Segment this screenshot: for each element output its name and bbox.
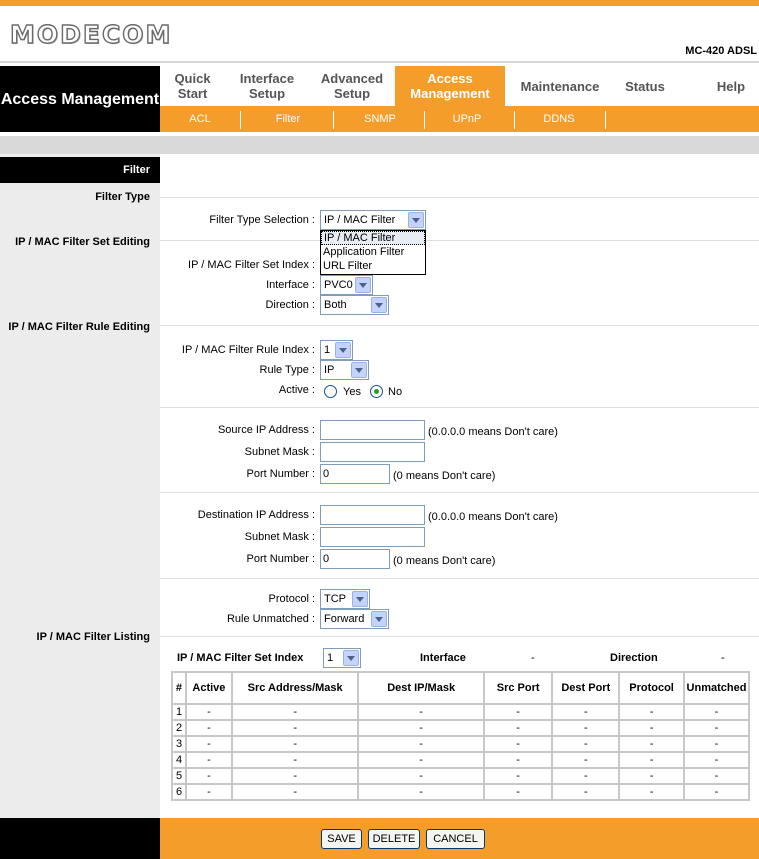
sub-nav — [160, 106, 759, 132]
cell-dest-port: - — [552, 736, 619, 752]
cell-protocol: - — [619, 720, 684, 736]
cell-protocol: - — [619, 704, 684, 720]
cell-src-address: - — [232, 752, 359, 768]
row-divider — [160, 240, 759, 241]
cell-index: 1 — [172, 704, 186, 720]
set-index-label: IP / MAC Filter Set Index : — [188, 259, 315, 271]
cell-active: - — [186, 736, 232, 752]
nav-status[interactable]: Status — [625, 78, 665, 94]
gray-separator — [0, 136, 759, 154]
model-name: MC-420 ADSL — [685, 45, 757, 57]
rule-index-label: IP / MAC Filter Rule Index : — [181, 344, 315, 356]
subnav-acl[interactable]: ACL — [189, 113, 211, 125]
cell-dest-port: - — [552, 704, 619, 720]
protocol-label: Protocol : — [268, 593, 315, 605]
dropdown-option-application[interactable]: Application Filter — [323, 246, 405, 258]
cell-src-port: - — [484, 704, 553, 720]
listing-direction-value: - — [721, 652, 725, 664]
cell-unmatched: - — [684, 768, 749, 784]
filter-listing-table — [171, 671, 750, 801]
protocol-select[interactable] — [320, 589, 370, 609]
chevron-down-icon[interactable] — [371, 297, 387, 313]
cell-src-port: - — [484, 752, 553, 768]
interface-label: Interface : — [266, 279, 315, 291]
listing-direction-label: Direction — [610, 652, 658, 664]
cell-src-address: - — [232, 768, 359, 784]
main-nav — [160, 66, 759, 106]
rule-type-value: IP — [324, 364, 335, 376]
subnav-snmp[interactable]: SNMP — [364, 113, 396, 125]
dest-ip-hint: (0.0.0.0 means Don't care) — [428, 511, 558, 523]
cell-unmatched: - — [684, 704, 749, 720]
cell-active: - — [186, 784, 232, 800]
subnav-upnp[interactable]: UPnP — [452, 113, 482, 125]
col-header-dest-port: Dest Port — [552, 672, 619, 704]
dest-ip-label: Destination IP Address : — [197, 509, 315, 521]
rule-type-label: Rule Type : — [259, 364, 315, 376]
rule-unmatched-value: Forward — [324, 613, 365, 625]
chevron-down-icon[interactable] — [408, 212, 424, 228]
cell-unmatched: - — [684, 736, 749, 752]
brand-logo: MODECOM — [10, 20, 173, 49]
source-ip-hint: (0.0.0.0 means Don't care) — [428, 426, 558, 438]
rule-editing-heading: IP / MAC Filter Rule Editing — [8, 321, 150, 333]
source-ip-label: Source IP Address : — [217, 424, 315, 436]
subnav-divider — [605, 111, 606, 129]
source-port-label: Port Number : — [246, 468, 315, 480]
row-divider — [160, 578, 759, 579]
listing-set-index-value: 1 — [327, 652, 334, 664]
row-divider — [160, 636, 759, 637]
cell-src-port: - — [484, 720, 553, 736]
cell-protocol: - — [619, 768, 684, 784]
table-header-row — [172, 672, 749, 704]
nav-quick-start[interactable]: Quick Start — [174, 71, 211, 101]
nav-advanced-setup[interactable]: Advanced Setup — [320, 71, 384, 101]
cell-index: 6 — [172, 784, 186, 800]
rule-unmatched-select[interactable] — [320, 609, 389, 629]
dest-mask-input[interactable] — [320, 527, 425, 547]
chevron-down-icon[interactable] — [335, 342, 351, 358]
rule-index-value: 1 — [324, 344, 331, 356]
source-mask-input[interactable] — [320, 442, 425, 462]
footer-left — [0, 818, 160, 859]
listing-heading: IP / MAC Filter Listing — [36, 631, 150, 643]
subnav-divider — [333, 111, 334, 129]
cell-index: 4 — [172, 752, 186, 768]
subnav-filter[interactable]: Filter — [275, 113, 301, 125]
row-divider — [160, 492, 759, 493]
col-header-src-port: Src Port — [484, 672, 553, 704]
filter-type-select[interactable] — [320, 210, 426, 230]
dest-port-input[interactable]: 0 — [320, 549, 390, 569]
cell-src-address: - — [232, 720, 359, 736]
cell-dest-ip: - — [358, 768, 483, 784]
cell-index: 2 — [172, 720, 186, 736]
subnav-ddns[interactable]: DDNS — [543, 113, 575, 125]
cell-protocol: - — [619, 784, 684, 800]
save-button[interactable]: SAVE — [321, 829, 362, 849]
source-mask-label: Subnet Mask : — [244, 446, 315, 458]
interface-value: PVC0 — [324, 279, 353, 291]
protocol-value: TCP — [324, 593, 346, 605]
direction-value: Both — [324, 299, 347, 311]
cell-active: - — [186, 752, 232, 768]
listing-set-index-select[interactable] — [323, 648, 361, 668]
table-row — [172, 768, 749, 784]
set-editing-heading: IP / MAC Filter Set Editing — [15, 236, 150, 248]
cell-unmatched: - — [684, 720, 749, 736]
active-yes-label: Yes — [343, 386, 361, 398]
dropdown-option-ip-mac[interactable]: IP / MAC Filter — [321, 231, 425, 245]
source-ip-input[interactable] — [320, 420, 425, 440]
cell-protocol: - — [619, 752, 684, 768]
cell-src-address: - — [232, 784, 359, 800]
chevron-down-icon[interactable] — [355, 277, 371, 293]
cell-active: - — [186, 768, 232, 784]
cell-dest-ip: - — [358, 704, 483, 720]
col-header-active: Active — [186, 672, 232, 704]
chevron-down-icon[interactable] — [343, 650, 359, 666]
cell-src-port: - — [484, 736, 553, 752]
listing-interface-label: Interface — [420, 652, 466, 664]
row-divider — [160, 197, 759, 198]
cell-dest-ip: - — [358, 736, 483, 752]
cell-active: - — [186, 704, 232, 720]
dest-port-label: Port Number : — [246, 553, 315, 565]
filter-heading: Filter — [0, 157, 160, 183]
filter-type-selection-label: Filter Type Selection : — [209, 214, 315, 226]
subnav-divider — [240, 111, 241, 129]
active-no-label: No — [388, 386, 403, 398]
table-row — [172, 736, 749, 752]
chevron-down-icon[interactable] — [352, 591, 368, 607]
chevron-down-icon[interactable] — [371, 611, 387, 627]
dropdown-option-url[interactable]: URL Filter — [323, 260, 373, 272]
direction-label: Direction : — [265, 299, 315, 311]
dest-mask-label: Subnet Mask : — [244, 531, 315, 543]
cell-protocol: - — [619, 736, 684, 752]
direction-select[interactable] — [320, 295, 389, 315]
cell-src-port: - — [484, 784, 553, 800]
cell-dest-port: - — [552, 768, 619, 784]
filter-type-heading: Filter Type — [95, 191, 150, 203]
cell-dest-port: - — [552, 752, 619, 768]
dest-ip-input[interactable] — [320, 505, 425, 525]
nav-maintenance[interactable]: Maintenance — [520, 78, 600, 94]
active-yes-radio[interactable] — [324, 385, 337, 398]
cell-index: 3 — [172, 736, 186, 752]
cell-dest-port: - — [552, 720, 619, 736]
interface-select[interactable] — [320, 275, 373, 295]
filter-type-dropdown-list — [320, 230, 426, 275]
cell-src-address: - — [232, 736, 359, 752]
cell-unmatched: - — [684, 784, 749, 800]
source-port-hint: (0 means Don't care) — [393, 470, 496, 482]
cell-src-address: - — [232, 704, 359, 720]
cell-dest-ip: - — [358, 752, 483, 768]
cell-active: - — [186, 720, 232, 736]
table-row — [172, 752, 749, 768]
listing-interface-value: - — [531, 652, 535, 664]
cell-dest-port: - — [552, 784, 619, 800]
delete-button[interactable]: DELETE — [368, 829, 420, 849]
listing-set-index-label: IP / MAC Filter Set Index — [177, 652, 304, 664]
active-label: Active : — [278, 384, 315, 396]
nav-interface-setup[interactable]: Interface Setup — [239, 71, 295, 101]
filter-type-value: IP / MAC Filter — [324, 214, 396, 226]
table-row — [172, 784, 749, 800]
left-column — [0, 154, 160, 818]
cell-index: 5 — [172, 768, 186, 784]
top-accent-bar — [0, 0, 759, 6]
cancel-button[interactable]: CANCEL — [426, 829, 485, 849]
dest-port-hint: (0 means Don't care) — [393, 555, 496, 567]
table-row — [172, 704, 749, 720]
nav-access-management[interactable]: Access Management — [395, 66, 505, 106]
col-header-unmatched: Unmatched — [684, 672, 749, 704]
chevron-down-icon[interactable] — [351, 362, 367, 378]
row-divider — [160, 325, 759, 326]
table-row — [172, 720, 749, 736]
section-title: Access Management — [0, 66, 160, 132]
header-divider — [0, 61, 759, 63]
nav-help[interactable]: Help — [716, 78, 746, 94]
cell-unmatched: - — [684, 752, 749, 768]
rule-type-select[interactable] — [320, 360, 369, 380]
active-no-radio[interactable] — [370, 385, 383, 398]
rule-unmatched-label: Rule Unmatched : — [226, 613, 315, 625]
col-header-dest-ip: Dest IP/Mask — [358, 672, 483, 704]
cell-src-port: - — [484, 768, 553, 784]
col-header-src-address: Src Address/Mask — [232, 672, 359, 704]
col-header-index: # — [172, 672, 186, 704]
col-header-protocol: Protocol — [619, 672, 684, 704]
row-divider — [160, 407, 759, 408]
rule-index-select[interactable] — [320, 340, 353, 360]
cell-dest-ip: - — [358, 720, 483, 736]
cell-dest-ip: - — [358, 784, 483, 800]
source-port-input[interactable]: 0 — [320, 464, 390, 484]
